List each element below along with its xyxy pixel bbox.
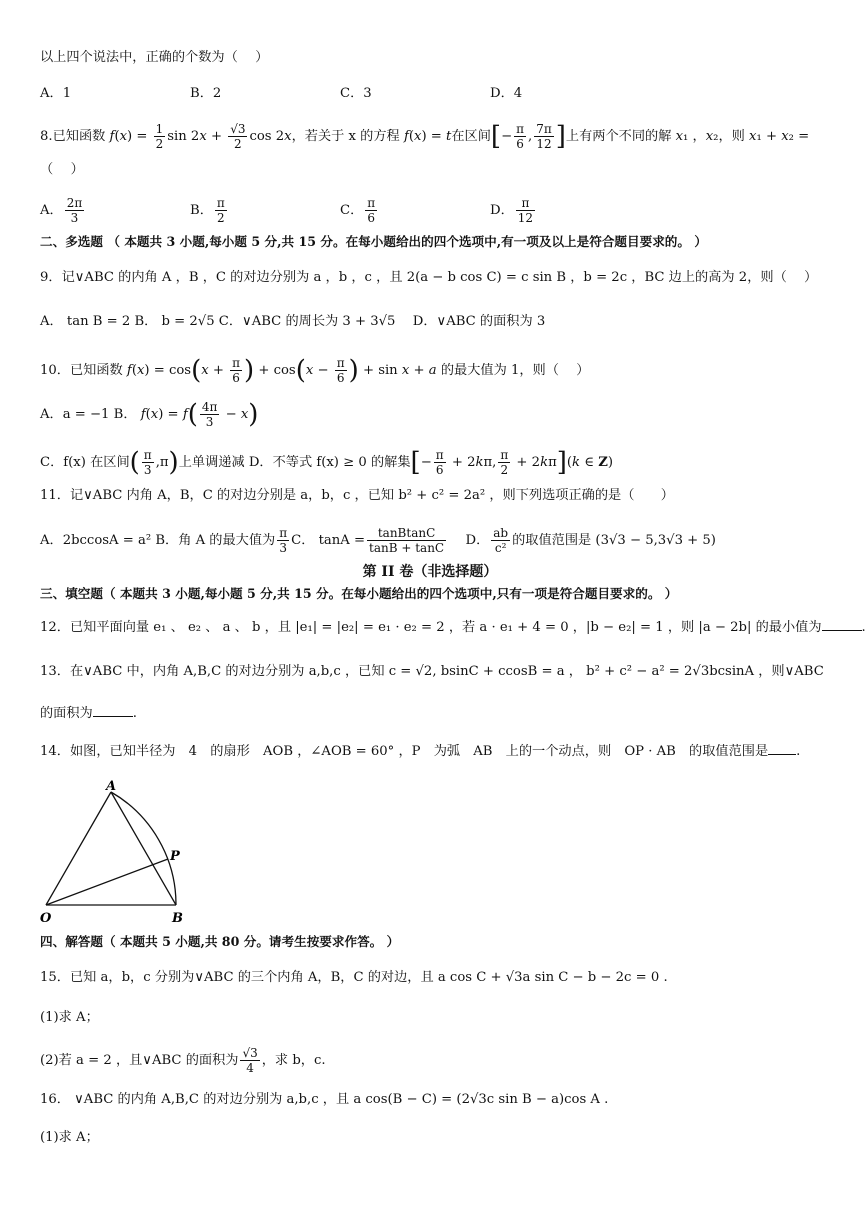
label-o: O (40, 911, 52, 926)
section-4-heading: 四、解答题（ 本题共 5 小题,共 80 分。请考生按要求作答。 ） (40, 934, 400, 949)
q8-option-d: D． $\frac{\pi}{12}$ (490, 196, 534, 225)
label-p: P (170, 849, 180, 864)
q8-text: 上有两个不同的解 (565, 129, 672, 144)
q7-option-b: B．2 (190, 86, 222, 101)
section-3-heading: 三、填空题（ 本题共 3 小题,每小题 5 分,共 15 分。在每小题给出的四个选项中,只有一项是符合题目要求的。 ） (40, 586, 678, 601)
q10-options-ab: A．a = −1 B． f(x) = f( $\frac{4\pi}{3}$ − x) (40, 399, 259, 430)
q8-paren: （ ） (40, 162, 84, 177)
q7-prompt: 以上四个说法中，正确的个数为（ ） (40, 50, 269, 65)
q15-part-2: (2)若 a = 2 ，且∨ABC 的面积为 $\frac{√3}{4}$ ，求 b，c. (40, 1046, 326, 1075)
section-2-heading: 二、多选题 （ 本题共 3 小题,每小题 5 分,共 15 分。在每小题给出的四个选项中,有一项及以上是符合题目要求的。 ） (40, 234, 707, 249)
q8-stem: 8.已知函数 f(x) = $\frac{1}{2}$ sin 2x + $\frac{√3}{2}$ cos 2x，若关于 x 的方程 f(x) = t在区间[− $\frac{\pi}{6}$ , $\frac{7\pi}{12}$ ]上有两个不同的解 x₁ ，x₂，则 x₁ + x₂ = (40, 121, 810, 152)
q9-options: A． tan B = 2 B． b = 2√5 C．∨ABC 的周长为 3 + 3√5 D．∨ABC 的面积为 3 (40, 314, 546, 329)
q7-option-d: D．4 (490, 86, 523, 101)
q7-option-a: A．1 (40, 86, 72, 101)
q16-part-1: (1)求 A； (40, 1130, 99, 1145)
q8-option-c: C． $\frac{\pi}{6}$ (340, 196, 376, 225)
q13-stem: 13．在∨ABC 中，内角 A,B,C 的对边分别为 a,b,c ，已知 c = √2, bsinC + ccosB = a ， b² + c² − a² = 2√3bcsinA ，则∨ABC (40, 664, 824, 679)
q10-options-cd: C．f(x) 在区间( $\frac{\pi}{3}$ ,π)上单调递减 D．不等式 f(x) ≥ 0 的解集[− $\frac{\pi}{6}$ + 2kπ, $\frac{\pi}{2}$ + 2kπ](k ∈ Z) (40, 447, 613, 478)
sector-figure (36, 772, 196, 928)
q14-stem: 14．如图，已知半径为 4 的扇形 AOB ，∠AOB = 60° ，P 为弧 AB 上的一个动点，则 OP · AB 的取值范围是 . (40, 744, 801, 759)
q8-text: ，则 (718, 129, 745, 144)
q7-option-c: C．3 (340, 86, 372, 101)
q16-stem: 16． ∨ABC 的内角 A,B,C 的对边分别为 a,b,c ，且 a cos(B − C) = (2√3c sin B − a)cos A . (40, 1092, 609, 1107)
label-a: A (106, 779, 117, 794)
q8-text: 在区间 (451, 129, 491, 144)
q8-text: 已知函数 (52, 129, 106, 144)
q15-part-1: (1)求 A； (40, 1010, 99, 1025)
label-b: B (172, 911, 183, 926)
q9-stem: 9．记∨ABC 的内角 A ，B ，C 的对边分别为 a ，b ，c ，且 2(a − b cos C) = c sin B ，b = 2c ，BC 边上的高为 2，则（ ） (40, 270, 818, 285)
q11-options: A．2bccosA = a² B．角 A 的最大值为 $\frac{\pi}{3}$ C． tanA = $\frac{\text{tanBtanC}}{\tan B + \tan C}$ D． $\frac{ab}{\text{c²}}$ 的取值范围是 (3√3 − 5,3√3 + 5) (40, 526, 716, 555)
q8-text: ，若关于 x 的方程 (291, 129, 400, 144)
q15-stem: 15．已知 a，b，c 分别为∨ABC 的三个内角 A，B，C 的对边，且 a cos C + √3a sin C − b − 2c = 0 . (40, 970, 668, 985)
segment-op (46, 859, 168, 905)
q10-stem: 10．已知函数 f(x) = cos(x + $\frac{\pi}{6}$ ) + cos(x − $\frac{\pi}{6}$ ) + sin x + a 的最大值为 1，则（ ） (40, 355, 590, 386)
q12-stem: 12．已知平面向量 e₁ 、 e₂ 、 a 、 b ，且 |e₁| = |e₂| = e₁ · e₂ = 2 ，若 a · e₁ + 4 = 0 ，|b − e₂| = 1 ，则 |a − 2b| 的最小值为 . (40, 620, 866, 635)
segment-oa (46, 792, 111, 905)
volume-2-title: 第 II 卷（非选择题） (362, 564, 498, 580)
q8-option-b: B． $\frac{\pi}{2}$ (190, 196, 225, 225)
segment-ab (111, 792, 176, 905)
q11-stem: 11．记∨ABC 内角 A，B，C 的对边分别是 a，b，c ，已知 b² + c² = 2a² ，则下列选项正确的是（ ） (40, 488, 674, 503)
q8-number: 8. (40, 129, 53, 144)
q8-option-a: A． $\frac{2\pi}{3}$ (40, 196, 83, 225)
q13-stem-cont: 的面积为 . (40, 706, 137, 721)
